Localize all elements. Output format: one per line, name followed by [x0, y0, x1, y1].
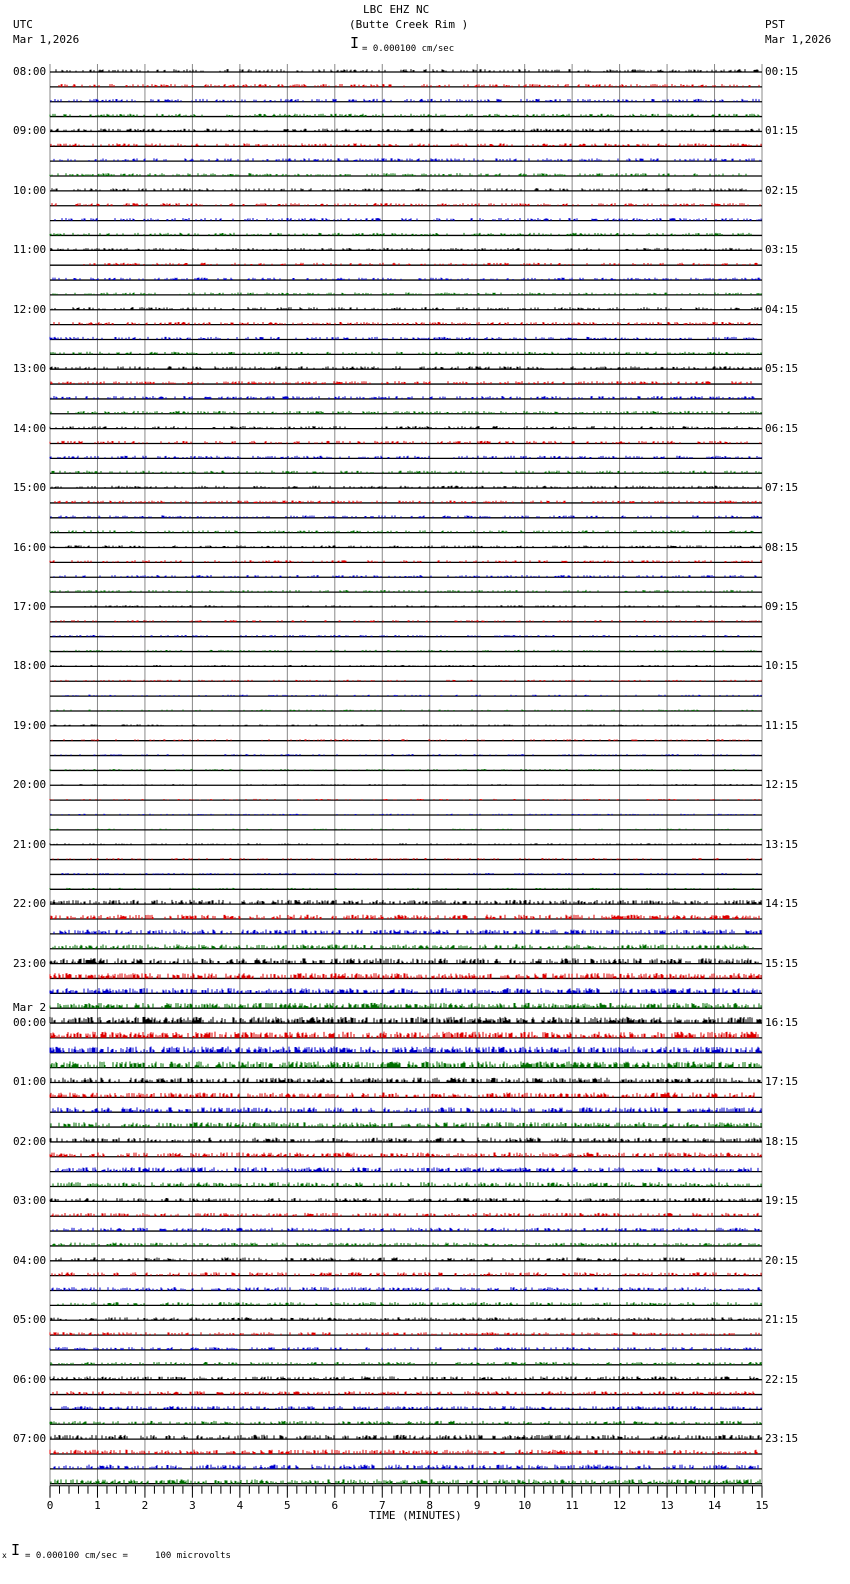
utc-hour-label: 08:00 — [13, 65, 47, 78]
pst-hour-label: 01:15 — [765, 124, 799, 138]
pst-hour-label: 11:15 — [765, 718, 799, 732]
utc-hour-label: 07:00 — [13, 1432, 47, 1446]
scale-bar-icon: I — [350, 34, 360, 52]
pst-hour-label: 23:15 — [765, 1432, 799, 1446]
pst-hour-label: 21:15 — [765, 1313, 799, 1327]
trace-blue — [54, 930, 761, 934]
pst-hour-label: 00:15 — [765, 65, 799, 78]
trace-black — [51, 1317, 761, 1320]
trace-red — [50, 973, 761, 978]
x-tick-label: 13 — [660, 1498, 674, 1512]
x-tick-label: 5 — [284, 1498, 291, 1512]
x-tick-label: 15 — [755, 1498, 769, 1512]
pst-hour-label: 17:15 — [765, 1075, 799, 1089]
trace-green — [50, 1003, 761, 1008]
trace-green — [53, 944, 753, 948]
pst-hour-label: 10:15 — [765, 659, 799, 673]
utc-hour-label: 03:00 — [13, 1194, 47, 1208]
trace-red — [51, 915, 759, 919]
pst-hour-label: 04:15 — [765, 302, 799, 316]
trace-green — [53, 1182, 761, 1186]
pst-hour-label: 22:15 — [765, 1372, 799, 1386]
pst-hour-label: 16:15 — [765, 1016, 799, 1030]
utc-hour-label: 23:00 — [13, 956, 47, 970]
utc-hour-label: 20:00 — [13, 778, 47, 792]
trace-green — [58, 1302, 761, 1305]
pst-hour-label: 14:15 — [765, 897, 799, 911]
pst-date: Mar 1,2026 — [765, 33, 832, 46]
utc-date: Mar 1,2026 — [13, 33, 80, 46]
x-tick-label: 3 — [189, 1498, 196, 1512]
utc-hour-label: 18:00 — [13, 659, 47, 673]
x-tick-label: 14 — [707, 1498, 722, 1512]
utc-hour-label: 16:00 — [13, 540, 47, 554]
utc-hour-label: 09:00 — [13, 124, 47, 138]
pst-hour-label: 08:15 — [765, 540, 799, 554]
pst-hour-label: 15:15 — [765, 956, 799, 970]
utc-hour-label: 13:00 — [13, 362, 47, 376]
utc-label: UTC — [13, 18, 33, 31]
utc-hour-label: 05:00 — [13, 1313, 47, 1327]
station-location: (Butte Creek Rim ) — [349, 18, 469, 31]
pst-hour-label: 20:15 — [765, 1253, 799, 1267]
utc-hour-label: 14:00 — [13, 421, 47, 435]
date-change-label: Mar 2 — [13, 1001, 47, 1015]
utc-hour-label: 01:00 — [13, 1075, 47, 1089]
x-tick-label: 2 — [141, 1498, 149, 1512]
trace-black — [50, 958, 758, 963]
utc-hour-label: 00:00 — [13, 1016, 47, 1030]
trace-black — [51, 1078, 760, 1083]
utc-hour-label: 17:00 — [13, 599, 47, 613]
utc-hour-label: 12:00 — [13, 302, 47, 316]
x-tick-label: 6 — [331, 1498, 339, 1512]
x-tick-label: 12 — [613, 1498, 627, 1512]
utc-hour-label: 11:00 — [13, 243, 47, 257]
utc-hour-label: 10:00 — [13, 183, 47, 197]
trace-red — [50, 1152, 761, 1156]
utc-hour-label: 21:00 — [13, 837, 47, 851]
pst-hour-label: 13:15 — [765, 837, 799, 851]
x-tick-label: 0 — [46, 1498, 54, 1512]
scale-text: = 0.000100 cm/sec — [362, 44, 455, 54]
utc-hour-label: 22:00 — [13, 897, 47, 911]
trace-blue — [53, 1107, 761, 1112]
pst-hour-label: 19:15 — [765, 1194, 799, 1208]
utc-hour-label: 02:00 — [13, 1134, 47, 1148]
station-title: LBC EHZ NC — [363, 3, 430, 16]
trace-black — [61, 784, 757, 785]
x-tick-label: 9 — [473, 1498, 481, 1512]
utc-hour-label: 19:00 — [13, 718, 47, 732]
trace-green — [51, 1061, 761, 1067]
trace-red — [50, 1450, 757, 1454]
utc-hour-label: 15:00 — [13, 481, 47, 495]
trace-red — [51, 1032, 758, 1038]
pst-hour-label: 09:15 — [765, 599, 799, 613]
footer-scale-bar-icon: I — [11, 1541, 21, 1559]
x-tick-label: 10 — [518, 1498, 532, 1512]
x-tick-label: 7 — [378, 1498, 386, 1512]
pst-hour-label: 03:15 — [765, 243, 799, 257]
trace-red — [50, 1093, 754, 1098]
trace-green — [51, 1122, 761, 1127]
x-tick-label: 11 — [565, 1498, 579, 1512]
pst-label: PST — [765, 18, 785, 31]
footer-scale-text: = 0.000100 cm/sec = 100 microvolts — [25, 1551, 231, 1561]
x-tick-label: 1 — [94, 1498, 101, 1512]
footer-marker: x — [2, 1551, 7, 1560]
pst-hour-label: 07:15 — [765, 481, 799, 495]
trace-blue — [50, 988, 760, 993]
x-axis-label: TIME (MINUTES) — [369, 1509, 462, 1522]
pst-hour-label: 05:15 — [765, 362, 799, 376]
pst-hour-label: 12:15 — [765, 778, 799, 792]
trace-black — [50, 1017, 761, 1023]
pst-hour-label: 02:15 — [765, 183, 799, 197]
pst-hour-label: 18:15 — [765, 1134, 799, 1148]
x-tick-label: 8 — [426, 1498, 434, 1512]
utc-hour-label: 06:00 — [13, 1372, 47, 1386]
pst-hour-label: 06:15 — [765, 421, 799, 435]
trace-green — [51, 1479, 760, 1483]
trace-blue — [50, 1047, 761, 1053]
utc-hour-label: 04:00 — [13, 1253, 47, 1267]
x-tick-label: 4 — [236, 1498, 244, 1512]
